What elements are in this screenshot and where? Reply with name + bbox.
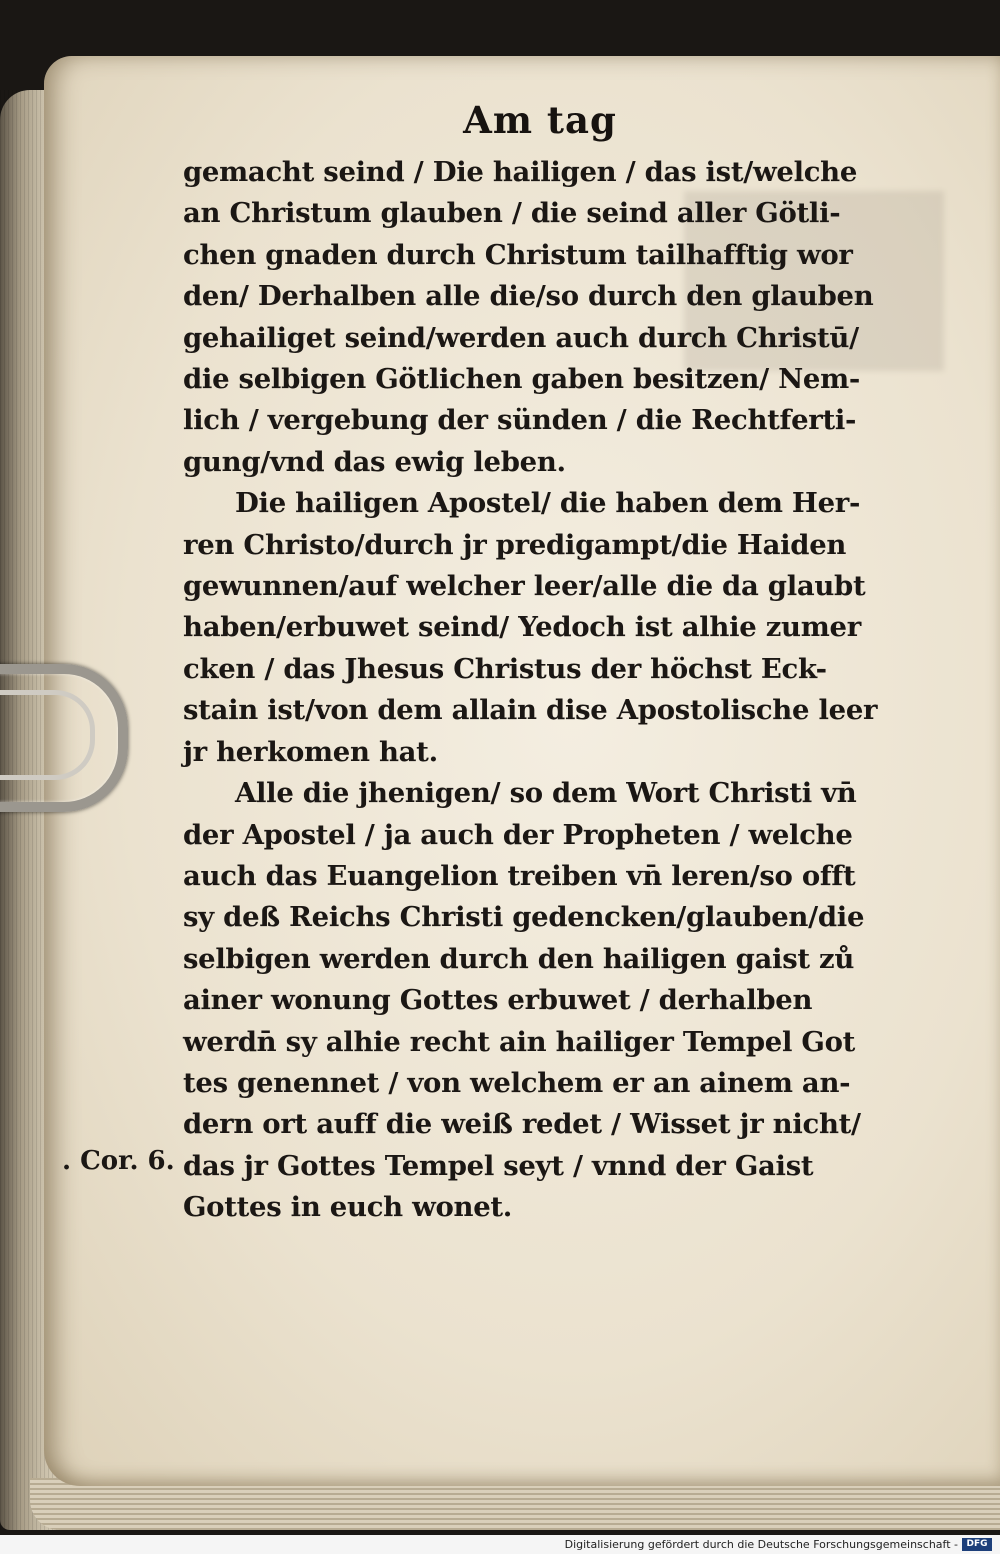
footer-bar [0, 1535, 1000, 1554]
text-line: gehailiget seind/werden auch durch Christū/ [183, 321, 859, 354]
text-line: jr herkomen hat. [183, 735, 438, 768]
text-line: gung/vnd das ewig leben. [183, 445, 566, 478]
text-line: stain ist/von dem allain dise Apostolische leer [183, 694, 878, 727]
text-line: der Apostel / ja auch der Propheten / welche [183, 818, 853, 851]
text-line: ren Christo/durch jr predigampt/die Haiden [183, 528, 847, 561]
text-line: Gottes in euch wonet. [183, 1191, 513, 1224]
text-line: chen gnaden durch Christum tailhafftig wor [183, 238, 853, 271]
book-clip-inner [0, 690, 95, 780]
text-line: selbigen werden durch den hailigen gaist zů [183, 942, 855, 975]
text-line: haben/erbuwet seind/ Yedoch ist alhie zumer [183, 611, 861, 644]
dfg-logo: DFG [962, 1538, 992, 1551]
text-line: das jr Gottes Tempel seyt / vnnd der Gaist [183, 1149, 814, 1182]
text-line: sy deß Reichs Christi gedencken/glauben/die [183, 901, 865, 934]
text-line: den/ Derhalben alle die/so durch den glauben [183, 280, 874, 313]
text-line: lich / vergebung der sünden / die Rechtferti- [183, 404, 857, 437]
text-line: dern ort auff die weiß redet / Wisset jr nicht/ [183, 1108, 861, 1141]
text-line: gemacht seind / Die hailigen / das ist/welche [183, 156, 858, 188]
text-line: Alle die jhenigen/ so dem Wort Christi vn̄ [235, 777, 857, 810]
margin-note: . Cor. 6. [62, 1146, 175, 1176]
text-line: auch das Euangelion treiben vn̄ leren/so offt [183, 859, 856, 892]
text-line: ainer wonung Gottes erbuwet / derhalben [183, 984, 813, 1017]
text-line: tes genennet / von welchem er an ainem an- [183, 1066, 851, 1099]
text-line: die selbigen Götlichen gaben besitzen/ Nem- [183, 363, 861, 396]
text-line: gewunnen/auf welcher leer/alle die da glaubt [183, 570, 866, 603]
text-line: werdn̄ sy alhie recht ain hailiger Tempel Got [183, 1025, 856, 1058]
body-text [183, 152, 903, 1229]
footer-credit: Digitalisierung gefördert durch die Deutsche Forschungsgemeinschaft - [564, 1538, 958, 1551]
text-line: cken / das Jhesus Christus der höchst Eck- [183, 652, 827, 685]
running-head: Am tag [463, 98, 617, 142]
text-line: Die hailigen Apostel/ die haben dem Her- [235, 487, 861, 520]
text-line: an Christum glauben / die seind aller Götli- [183, 197, 841, 230]
